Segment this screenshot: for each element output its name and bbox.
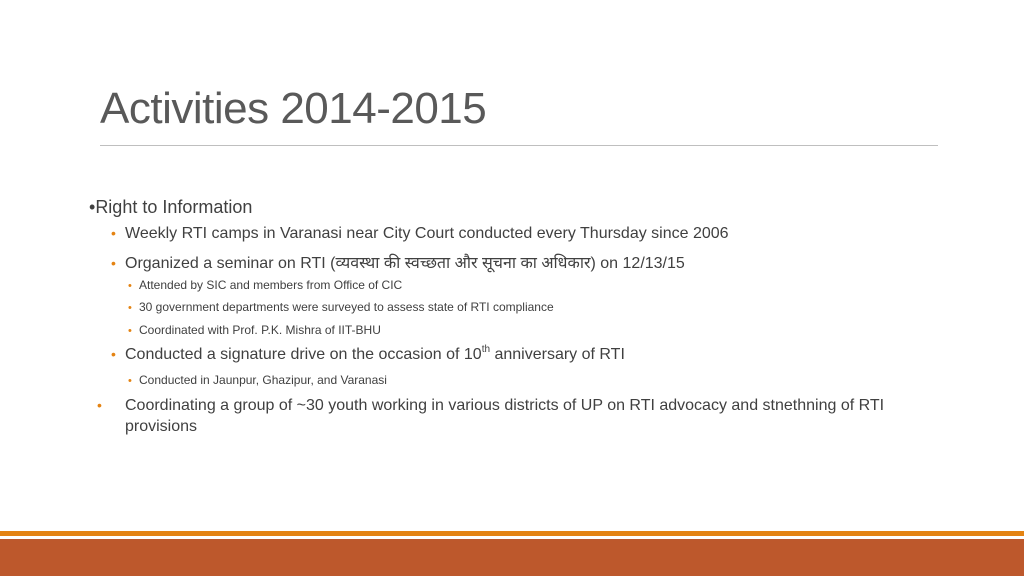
bullet-dot-icon: • xyxy=(111,255,116,271)
bullet-dot-icon: • xyxy=(128,375,132,387)
bullet-dot-icon: • xyxy=(128,302,132,314)
bullet-text: Right to Information xyxy=(95,197,253,217)
bullet-text: Coordinating a group of ~30 youth working in various districts of UP on RTI advocacy and stnethning of RTI provisions xyxy=(125,397,885,435)
bullet-dot-icon: • xyxy=(97,397,102,413)
title-divider xyxy=(100,145,938,146)
bullet-level1 xyxy=(89,197,252,218)
bullet-level2 xyxy=(111,346,625,364)
bullet-dot-icon: • xyxy=(111,346,116,362)
bullet-text: Attended by SIC and members from Office of CIC xyxy=(139,278,403,292)
bullet-level2 xyxy=(111,251,685,273)
bullet-level3 xyxy=(128,300,554,314)
slide-title: Activities 2014-2015 xyxy=(100,84,487,133)
bullet-text: 30 government departments were surveyed to assess state of RTI compliance xyxy=(139,300,554,314)
bullet-level3 xyxy=(128,373,387,387)
bullet-text: Conducted a signature drive on the occasion of 10 xyxy=(125,346,482,363)
footer-accent-stripe xyxy=(0,531,1024,536)
bullet-text: Conducted in Jaunpur, Ghazipur, and Varanasi xyxy=(139,373,387,387)
bullet-dot-icon: • xyxy=(128,325,132,337)
bullet-level2 xyxy=(97,395,925,437)
footer-band xyxy=(0,539,1024,576)
ordinal-suffix: th xyxy=(481,344,491,355)
bullet-dot-icon: • xyxy=(128,280,132,292)
bullet-dot-icon: • xyxy=(89,197,96,217)
bullet-text: Organized a seminar on RTI (व्यवस्था की स्वच्छता और सूचना का अधिकार) on 12/13/15 xyxy=(125,255,685,272)
bullet-text-cont: anniversary of RTI xyxy=(490,346,625,363)
bullet-level2 xyxy=(111,225,729,243)
bullet-dot-icon: • xyxy=(111,225,116,241)
bullet-level3 xyxy=(128,278,402,292)
bullet-level3 xyxy=(128,323,381,337)
bullet-text: Coordinated with Prof. P.K. Mishra of IIT-BHU xyxy=(139,323,381,337)
bullet-text: Weekly RTI camps in Varanasi near City Court conducted every Thursday since 2006 xyxy=(125,225,729,242)
